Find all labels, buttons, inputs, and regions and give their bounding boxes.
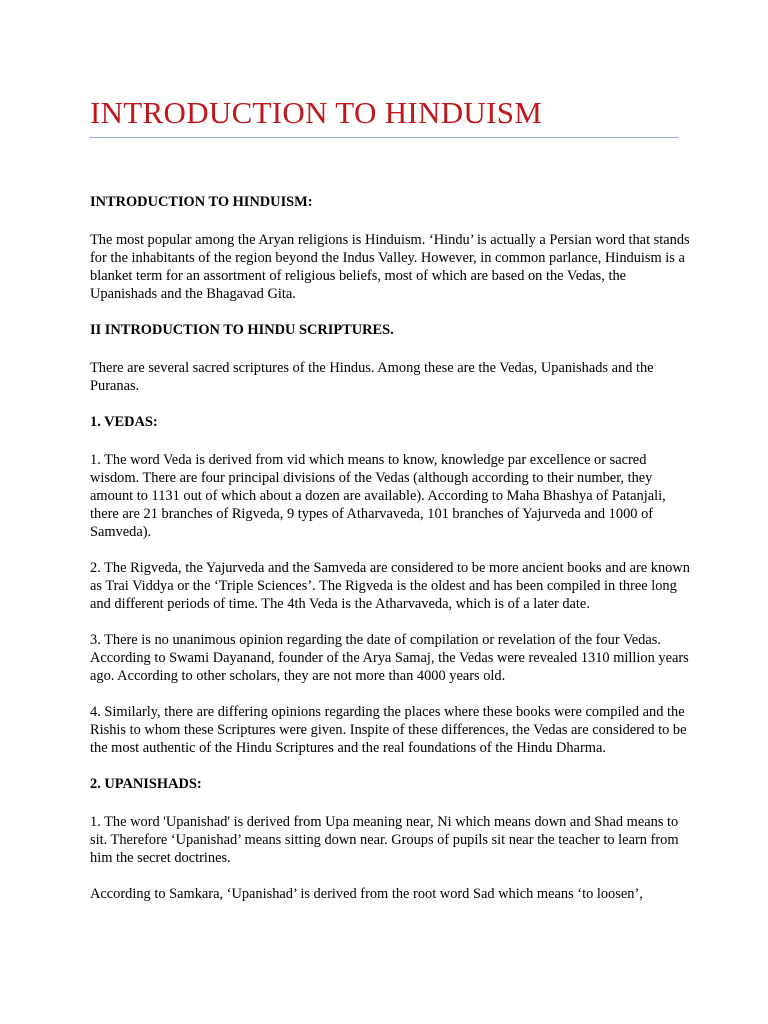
heading-upanishads: 2. UPANISHADS: xyxy=(90,776,202,792)
document-body xyxy=(90,193,690,903)
paragraph-vedas-4: 4. Similarly, there are differing opinions regarding the places where these books were compiled and the Rishis to whom these Scriptures were given. Inspite of these differences, the Vedas are considered to be the most authentic of the Hindu Scriptures and the real foundations of the Hindu Dharma. xyxy=(90,704,687,756)
heading-scriptures: II INTRODUCTION TO HINDU SCRIPTURES. xyxy=(90,322,394,338)
paragraph-introduction: The most popular among the Aryan religions is Hinduism. ‘Hindu’ is actually a Persian word that stands for the inhabitants of the region beyond the Indus Valley. However, in common parlance, Hinduism is a blanket term for an assortment of religious beliefs, most of which are based on the Vedas, the Upanishads and the Bhagavad Gita. xyxy=(90,232,690,302)
heading-vedas: 1. VEDAS: xyxy=(90,414,158,430)
paragraph-upanishads-2: According to Samkara, ‘Upanishad’ is derived from the root word Sad which means ‘to loosen’, xyxy=(90,886,643,902)
paragraph-vedas-2: 2. The Rigveda, the Yajurveda and the Samveda are considered to be more ancient books and are known as Trai Viddya or the ‘Triple Sciences’. The Rigveda is the oldest and has been compiled in three long and different periods of time. The 4th Veda is the Atharvaveda, which is of a later date. xyxy=(90,560,690,612)
title-divider xyxy=(90,137,678,138)
paragraph-vedas-1: 1. The word Veda is derived from vid which means to know, knowledge par excellence or sacred wisdom. There are four principal divisions of the Vedas (although according to their number, they amount to 1131 out of which about a dozen are available). According to Maha Bhashya of Patanjali, there are 21 branches of Rigveda, 9 types of Atharvaveda, 101 branches of Yajurveda and 1000 of Samveda). xyxy=(90,452,666,540)
paragraph-scriptures: There are several sacred scriptures of the Hindus. Among these are the Vedas, Upanishads and the Puranas. xyxy=(90,360,654,394)
paragraph-vedas-3: 3. There is no unanimous opinion regarding the date of compilation or revelation of the four Vedas. According to Swami Dayanand, founder of the Arya Samaj, the Vedas were revealed 1310 million years ago. According to other scholars, they are not more than 4000 years old. xyxy=(90,632,689,684)
document-title: INTRODUCTION TO HINDUISM xyxy=(90,95,543,130)
paragraph-upanishads-1: 1. The word 'Upanishad' is derived from Upa meaning near, Ni which means down and Shad means to sit. Therefore ‘Upanishad’ means sitting down near. Groups of pupils sit near the teacher to learn from him the secret doctrines. xyxy=(90,814,679,866)
heading-introduction: INTRODUCTION TO HINDUISM: xyxy=(90,194,313,210)
